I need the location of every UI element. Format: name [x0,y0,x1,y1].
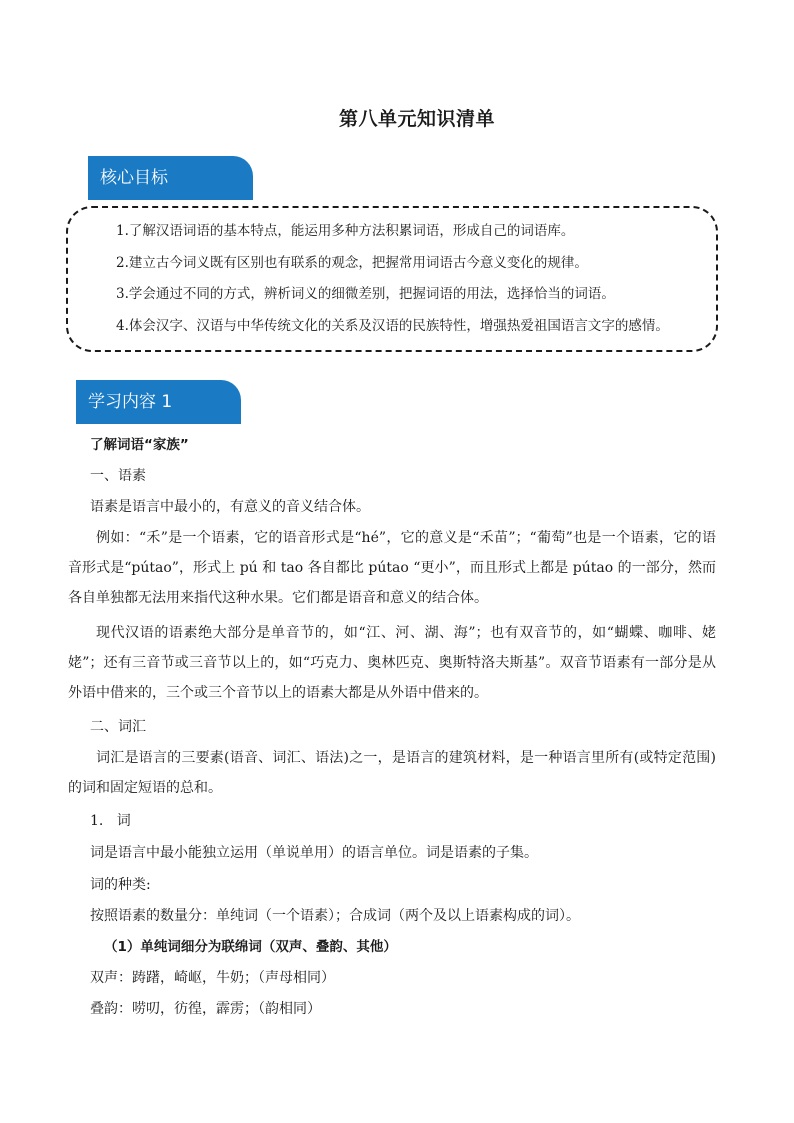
simple-word-subheading: （1）单纯词细分为联绵词（双声、叠韵、其他） [104,939,397,955]
word-kinds-label: 词的种类: [90,877,151,893]
goals-list [116,220,669,346]
section-title-vocabulary: 二、词汇 [90,719,146,735]
goal-item: 1.了解汉语词语的基本特点，能运用多种方法积累词语，形成自己的词语库。 [116,223,575,239]
goal-item: 3.学会通过不同的方式，辨析词义的细微差别，把握词语的用法，选择恰当的词语。 [116,286,615,302]
content-heading: 了解词语“家族” [90,437,189,453]
dieyun-examples: 叠韵：唠叨，彷徨，霹雳；（韵相同） [90,1001,321,1017]
section-title-morpheme: 一、语素 [90,468,146,484]
goal-item: 2.建立古今词义既有区别也有联系的观念，把握常用词语古今意义变化的规律。 [116,254,588,271]
goal-item: 4.体会汉字、汉语与中华传统文化的关系及汉语的民族特性，增强热爱祖国语言文字的感情。 [116,317,669,334]
morpheme-example: 例如：“禾”是一个语素，它的语音形式是“hé”，它的意义是“禾苗”；“葡萄”也是一个语素，它的语音形式是“pútao”，形式上 pú 和 tao 各自都比 pútao “更小”，而且形式上都是 pútao 的一部分，然而各自单独都无法用来指代这种水果。它们都是语音和意义的结合体。 [68,530,716,606]
page-title: 第八单元知识清单 [338,108,495,130]
word-definition: 词是语言中最小能独立运用（单说单用）的语言单位。词是语素的子集。 [90,845,538,861]
word-by-morpheme-count: 按照语素的数量分：单纯词（一个语素）；合成词（两个及以上语素构成的词）。 [90,908,580,924]
section-tab-study-content: 学习内容 1 [76,380,241,424]
word-subtitle: 1. 词 [90,813,131,829]
morpheme-definition: 语素是语言中最小的，有意义的音义结合体。 [90,499,370,515]
section-tab-core-goals: 核心目标 [88,156,253,200]
morpheme-modern-chinese: 现代汉语的语素绝大部分是单音节的，如“江、河、湖、海”；也有双音节的，如“蝴蝶、咖啡、姥姥”；还有三音节或三音节以上的，如“巧克力、奥林匹克、奥斯特洛夫斯基”。双音节语素有一部分是从外语中借来的，三个或三个音节以上的语素大都是从外语中借来的。 [68,625,716,701]
vocabulary-definition: 词汇是语言的三要素(语音、词汇、语法)之一，是语言的建筑材料，是一种语言里所有(或特定范围)的词和固定短语的总和。 [68,750,716,796]
shuangsheng-examples: 双声：踌躇，崎岖，牛奶；（声母相同） [90,970,335,986]
